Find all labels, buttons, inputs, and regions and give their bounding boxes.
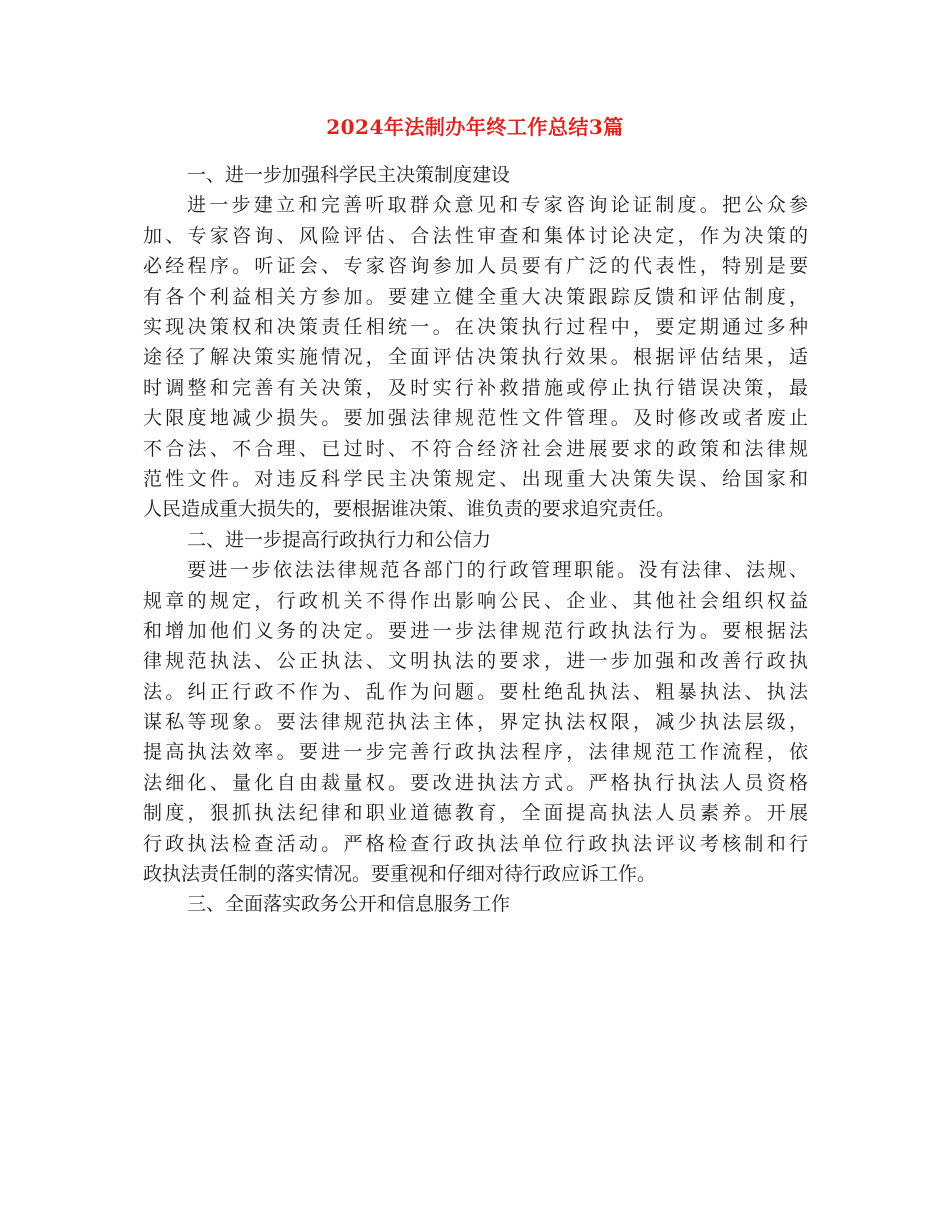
section-paragraph-1 (143, 190, 808, 524)
paragraph-line: 政执法责任制的落实情况。要重视和仔细对待行政应诉工作。 (143, 863, 657, 886)
paragraph-line: 范性文件。对违反科学民主决策规定、出现重大决策失误、给国家和 (143, 467, 808, 490)
paragraph-line: 时调整和完善有关决策，及时实行补救措施或停止执行错误决策，最 (143, 376, 808, 399)
paragraph-line: 谋私等现象。要法律规范执法主体，界定执法权限，减少执法层级， (143, 711, 808, 734)
paragraph-line: 法细化、量化自由裁量权。要改进执法方式。严格执行执法人员资格 (143, 771, 808, 794)
section-heading-2: 二、进一步提高行政执行力和公信力 (187, 528, 492, 551)
paragraph-line: 律规范执法、公正执法、文明执法的要求，进一步加强和改善行政执 (143, 650, 808, 673)
paragraph-line: 加、专家咨询、风险评估、合法性审查和集体讨论决定，作为决策的 (143, 224, 808, 247)
paragraph-line: 制度，狠抓执法纪律和职业道德教育，全面提高执法人员素养。开展 (143, 802, 808, 825)
section-heading-1: 一、进一步加强科学民主决策制度建设 (187, 164, 511, 186)
paragraph-line: 进一步建立和完善听取群众意见和专家咨询论证制度。把公众参 (187, 194, 808, 217)
paragraph-line: 必经程序。听证会、专家咨询参加人员要有广泛的代表性，特别是要 (143, 255, 808, 278)
paragraph-line: 有各个利益相关方参加。要建立健全重大决策跟踪反馈和评估制度， (143, 285, 808, 308)
paragraph-line: 规章的规定，行政机关不得作出影响公民、企业、其他社会组织权益 (143, 589, 808, 612)
paragraph-line: 大限度地减少损失。要加强法律规范性文件管理。及时修改或者废止 (143, 407, 808, 430)
document-title: 2024年法制办年终工作总结3篇 (326, 115, 624, 139)
paragraph-line: 法。纠正行政不作为、乱作为问题。要杜绝乱执法、粗暴执法、执法 (143, 680, 808, 703)
paragraph-line: 要进一步依法法律规范各部门的行政管理职能。没有法律、法规、 (187, 559, 808, 582)
paragraph-line: 提高执法效率。要进一步完善行政执法程序，法律规范工作流程，依 (143, 741, 808, 764)
paragraph-line: 和增加他们义务的决定。要进一步法律规范行政执法行为。要根据法 (143, 619, 808, 642)
document-body (143, 160, 808, 920)
section-paragraph-2 (143, 555, 808, 889)
paragraph-line: 途径了解决策实施情况，全面评估决策执行效果。根据评估结果，适 (143, 346, 808, 369)
paragraph-line: 实现决策权和决策责任相统一。在决策执行过程中，要定期通过多种 (143, 315, 808, 338)
paragraph-line: 行政执法检查活动。严格检查行政执法单位行政执法评议考核制和行 (143, 832, 808, 855)
section-heading-3: 三、全面落实政务公开和信息服务工作 (187, 893, 511, 916)
paragraph-line: 不合法、不合理、已过时、不符合经济社会进展要求的政策和法律规 (143, 437, 808, 460)
paragraph-line: 人民造成重大损失的，要根据谁决策、谁负责的要求追究责任。 (143, 498, 676, 521)
